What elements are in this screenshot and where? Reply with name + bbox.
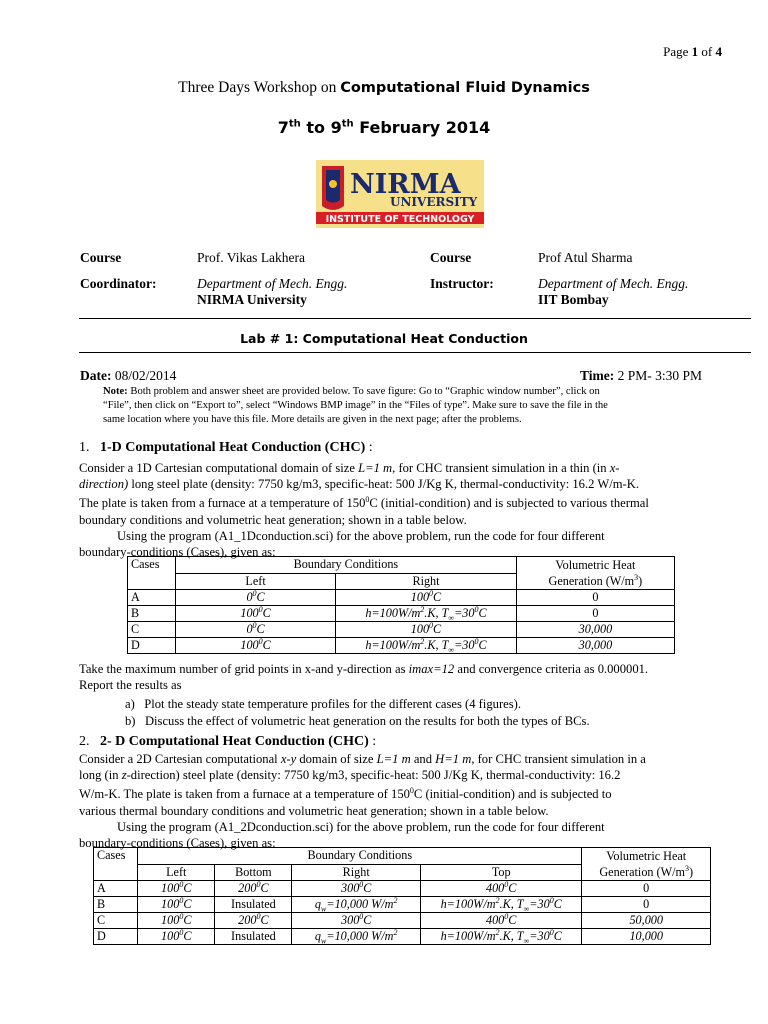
p1-h-right: Right [336,573,517,590]
p2-h-bc: Boundary Conditions [138,848,582,865]
p2-h-left: Left [138,864,215,881]
p2-h-cases: Cases [94,848,138,881]
problem2-description: Consider a 2D Cartesian computational x-y domain of size L=1 m and H=1 m, for CHC transient simulation in a long (in z-direction) steel plate (density: 7750 kg/m3, specific-heat: 500 J/Kg K, thermal-conductivity: 16.2 W/m-K. The plate is taken from a furnace at a temperature of $150^0C$ (initial-condition) and is subjected to various thermal boundary conditions and volumetric heat generation; shown in a table below. Using the program (A1_2Dconduction.sci) for the above problem, run the code for four different boundary-conditions (Cases), given as: [79,752,646,851]
logo-sub-text: UNIVERSITY [390,195,478,209]
p2-h-top: Top [420,864,581,881]
instructor-inst: IIT Bombay [538,292,609,307]
instructor-label: Instructor: [430,276,494,291]
coordinator-dept: Department of Mech. Engg. [197,276,348,291]
workshop-dates: 7th to 9th February 2014 [277,118,491,137]
problem1-item-b: b) Discuss the effect of volumetric heat generation on the results for both the types of BCs. [125,714,590,728]
divider-top [79,318,751,319]
note-text: Note: Both problem and answer sheet are provided below. To save figure: Go to “Graphic window number”, click on “File”, then click on “Export to”, select “Windows BMP image” in the “Files of type”. Make sure to save the file in the same location where you have this file. More details are given in the next page; after the problems. [103,386,608,425]
p1-h-cases: Cases [128,557,176,590]
p2-h-right: Right [292,864,421,881]
table-row: C $100^0C$ $200^0C$ $300^0C$ $400^0C$ 50,000 [94,913,711,929]
problem1-description: Consider a 1D Cartesian computational domain of size L=1 m, for CHC transient simulation in a thin (in x- direction) long steel plate (density: 7750 kg/m3, specific-heat: 500 J/Kg K, thermal-conductivity: 16.2 W/m-K. The plate is taken from a furnace at a temperature of $150^0C$ (initial-condition) and is subjected to various thermal boundary conditions and volumetric heat generation; shown in a table below. Using the program (A1_1Dconduction.sci) for the above problem, run the code for four different boundary-conditions (Cases), given as: [79,461,649,560]
problem1-table [127,556,675,654]
instructor-dept: Department of Mech. Engg. [538,276,689,291]
instructor-name: Prof Atul Sharma [538,250,633,265]
table-row: B $100^0C$ Insulated $q_w=10,000$ $W/m^2$ $h=100W/m^2.K$, $T_\infty=30^0C$ 0 [94,897,711,913]
table-row: A $100^0C$ $200^0C$ $300^0C$ $400^0C$ 0 [94,881,711,897]
p2-h-vol: Volumetric Heat Generation $(W/m^3)$ [582,848,711,881]
nirma-logo [316,160,484,228]
p1-h-bc: Boundary Conditions [175,557,516,574]
coordinator-name: Prof. Vikas Lakhera [197,250,306,265]
workshop-title: Three Days Workshop on Computational Fluid Dynamics [178,79,590,96]
date-field: Date: 08/02/2014 [80,368,177,383]
lab-title: Lab # 1: Computational Heat Conduction [240,331,528,346]
page-number: Page 1 of 4 [663,44,722,59]
course-label-1: Course [80,250,122,265]
problem2-table [93,847,711,945]
table-row: C $0^0C$ $100^0C$ 30,000 [128,622,675,638]
coordinator-inst: NIRMA University [197,292,307,307]
table-row: D $100^0C$ Insulated $q_w=10,000$ $W/m^2$ $h=100W/m^2.K$, $T_\infty=30^0C$ 10,000 [94,929,711,945]
time-field: Time: 2 PM- 3:30 PM [580,368,703,383]
p2-h-bottom: Bottom [215,864,292,881]
logo-band-text: INSTITUTE OF TECHNOLOGY [325,214,475,225]
table-row: D $100^0C$ $h=100W/m^2.K$, $T_\infty=30^0C$ 30,000 [128,638,675,654]
logo-main-text: NIRMA [350,169,461,200]
problem1-item-a: a) Plot the steady state temperature profiles for the different cases (4 figures). [125,697,521,711]
p1-h-vol: Volumetric Heat Generation $(W/m^3)$ [516,557,674,590]
problem1-after: Take the maximum number of grid points in x-and y-direction as imax=12 and convergence criteria as 0.000001. Report the results as [79,662,649,693]
p1-h-left: Left [175,573,335,590]
coordinator-label: Coordinator: [80,276,157,291]
problem2-heading: 2. 2- D Computational Heat Conduction (CHC) : [79,734,377,749]
problem1-heading: 1. 1-D Computational Heat Conduction (CHC) : [79,440,373,455]
divider-bottom [79,352,751,353]
table-row: A $0^0C$ $100^0C$ 0 [128,590,675,606]
course-label-2: Course [430,250,472,265]
table-row: B $100^0C$ $h=100W/m^2.K$, $T_\infty=30^0C$ 0 [128,606,675,622]
